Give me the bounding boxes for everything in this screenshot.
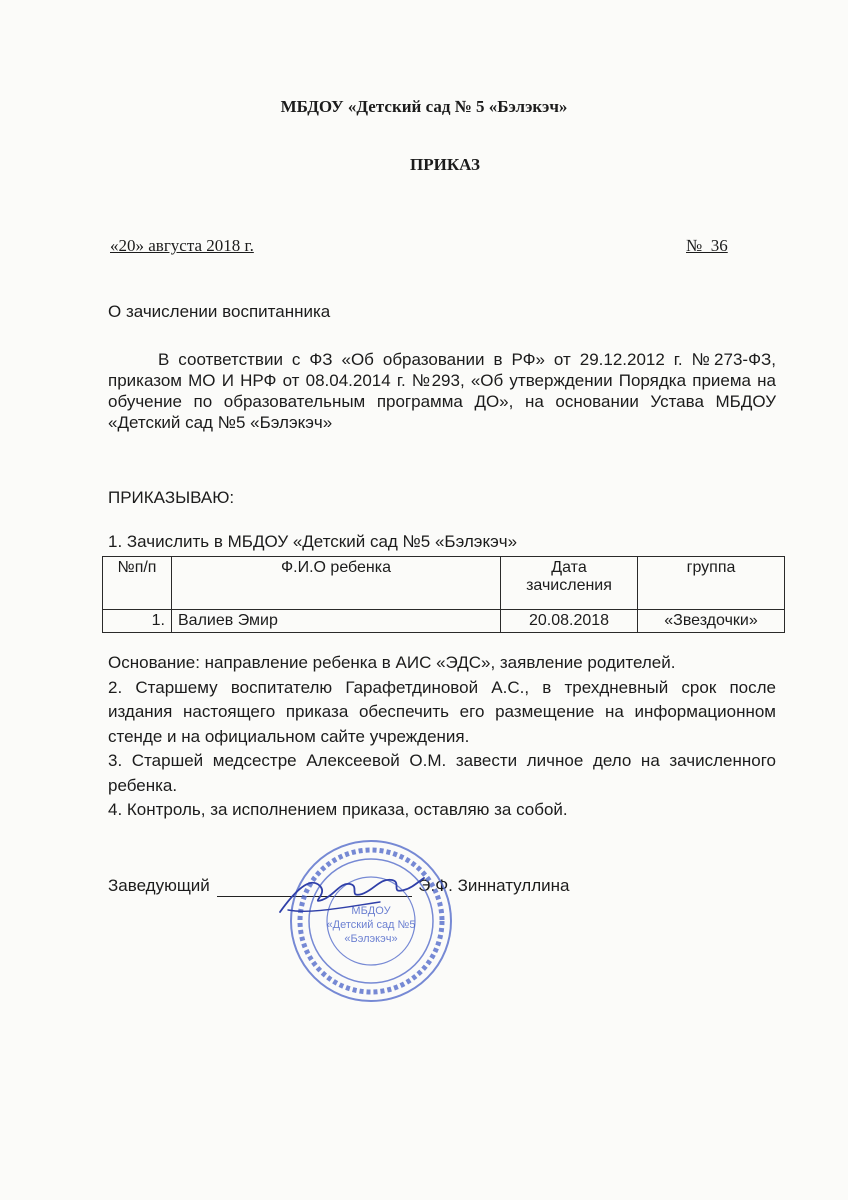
order-subject: О зачислении воспитанника (108, 302, 331, 321)
header-child-name: Ф.И.О ребенка (172, 557, 501, 610)
order-preamble: В соответствии с ФЗ «Об образовании в РФ» от 29.12.2012 г. №273-ФЗ, приказом МО И НРФ от 08.04.2014 г. №293, «Об утверждении Порядка приема на обучение по образовательным программа ДО», на основании Устава МБДОУ «Детский сад №5 «Бэлэкэч» (108, 350, 776, 432)
header-number: №п/п (103, 557, 172, 610)
table-row (103, 610, 785, 633)
row-child-name: Валиев Эмир (172, 610, 501, 633)
row-enroll-date: 20.08.2018 (501, 610, 638, 633)
table-header-row (103, 557, 785, 610)
order-date: «20» августа 2018 г. (110, 236, 254, 255)
order-item-3: 3. Старшей медсестре Алексеевой О.М. завести личное дело на зачисленного ребенка. (108, 751, 776, 795)
document-type-title: ПРИКАЗ (410, 155, 480, 174)
order-body (108, 651, 776, 823)
order-number: № 36 (686, 236, 728, 255)
stamp-text-line-2: «Детский сад №5 (326, 919, 416, 931)
order-command: ПРИКАЗЫВАЮ: (108, 488, 235, 507)
organization-title: МБДОУ «Детский сад № 5 «Бэлэкэч» (280, 97, 568, 116)
signer-name: Э.Ф. Зиннатуллина (418, 876, 570, 895)
row-number: 1. (103, 610, 172, 633)
order-basis: Основание: направление ребенка в АИС «ЭДС», заявление родителей. (108, 653, 676, 672)
signer-position: Заведующий (108, 876, 210, 895)
enrollment-table (102, 556, 785, 633)
order-item-2: 2. Старшему воспитателю Гарафетдиновой А.С., в трехдневный срок после издания настоящего приказа обеспечить его размещение на информационном стенде и на официальном сайте учреждения. (108, 677, 776, 746)
order-item-1: 1. Зачислить в МБДОУ «Детский сад №5 «Бэлэкэч» (108, 532, 518, 551)
stamp-text-line-3: «Бэлэкэч» (344, 933, 398, 945)
header-group: группа (638, 557, 785, 610)
row-group: «Звездочки» (638, 610, 785, 633)
stamp-text-line-1: МБДОУ (351, 905, 391, 917)
header-enroll-date: Дата зачисления (501, 557, 638, 610)
handwritten-signature (270, 864, 430, 924)
order-item-4: 4. Контроль, за исполнением приказа, оставляю за собой. (108, 800, 568, 819)
